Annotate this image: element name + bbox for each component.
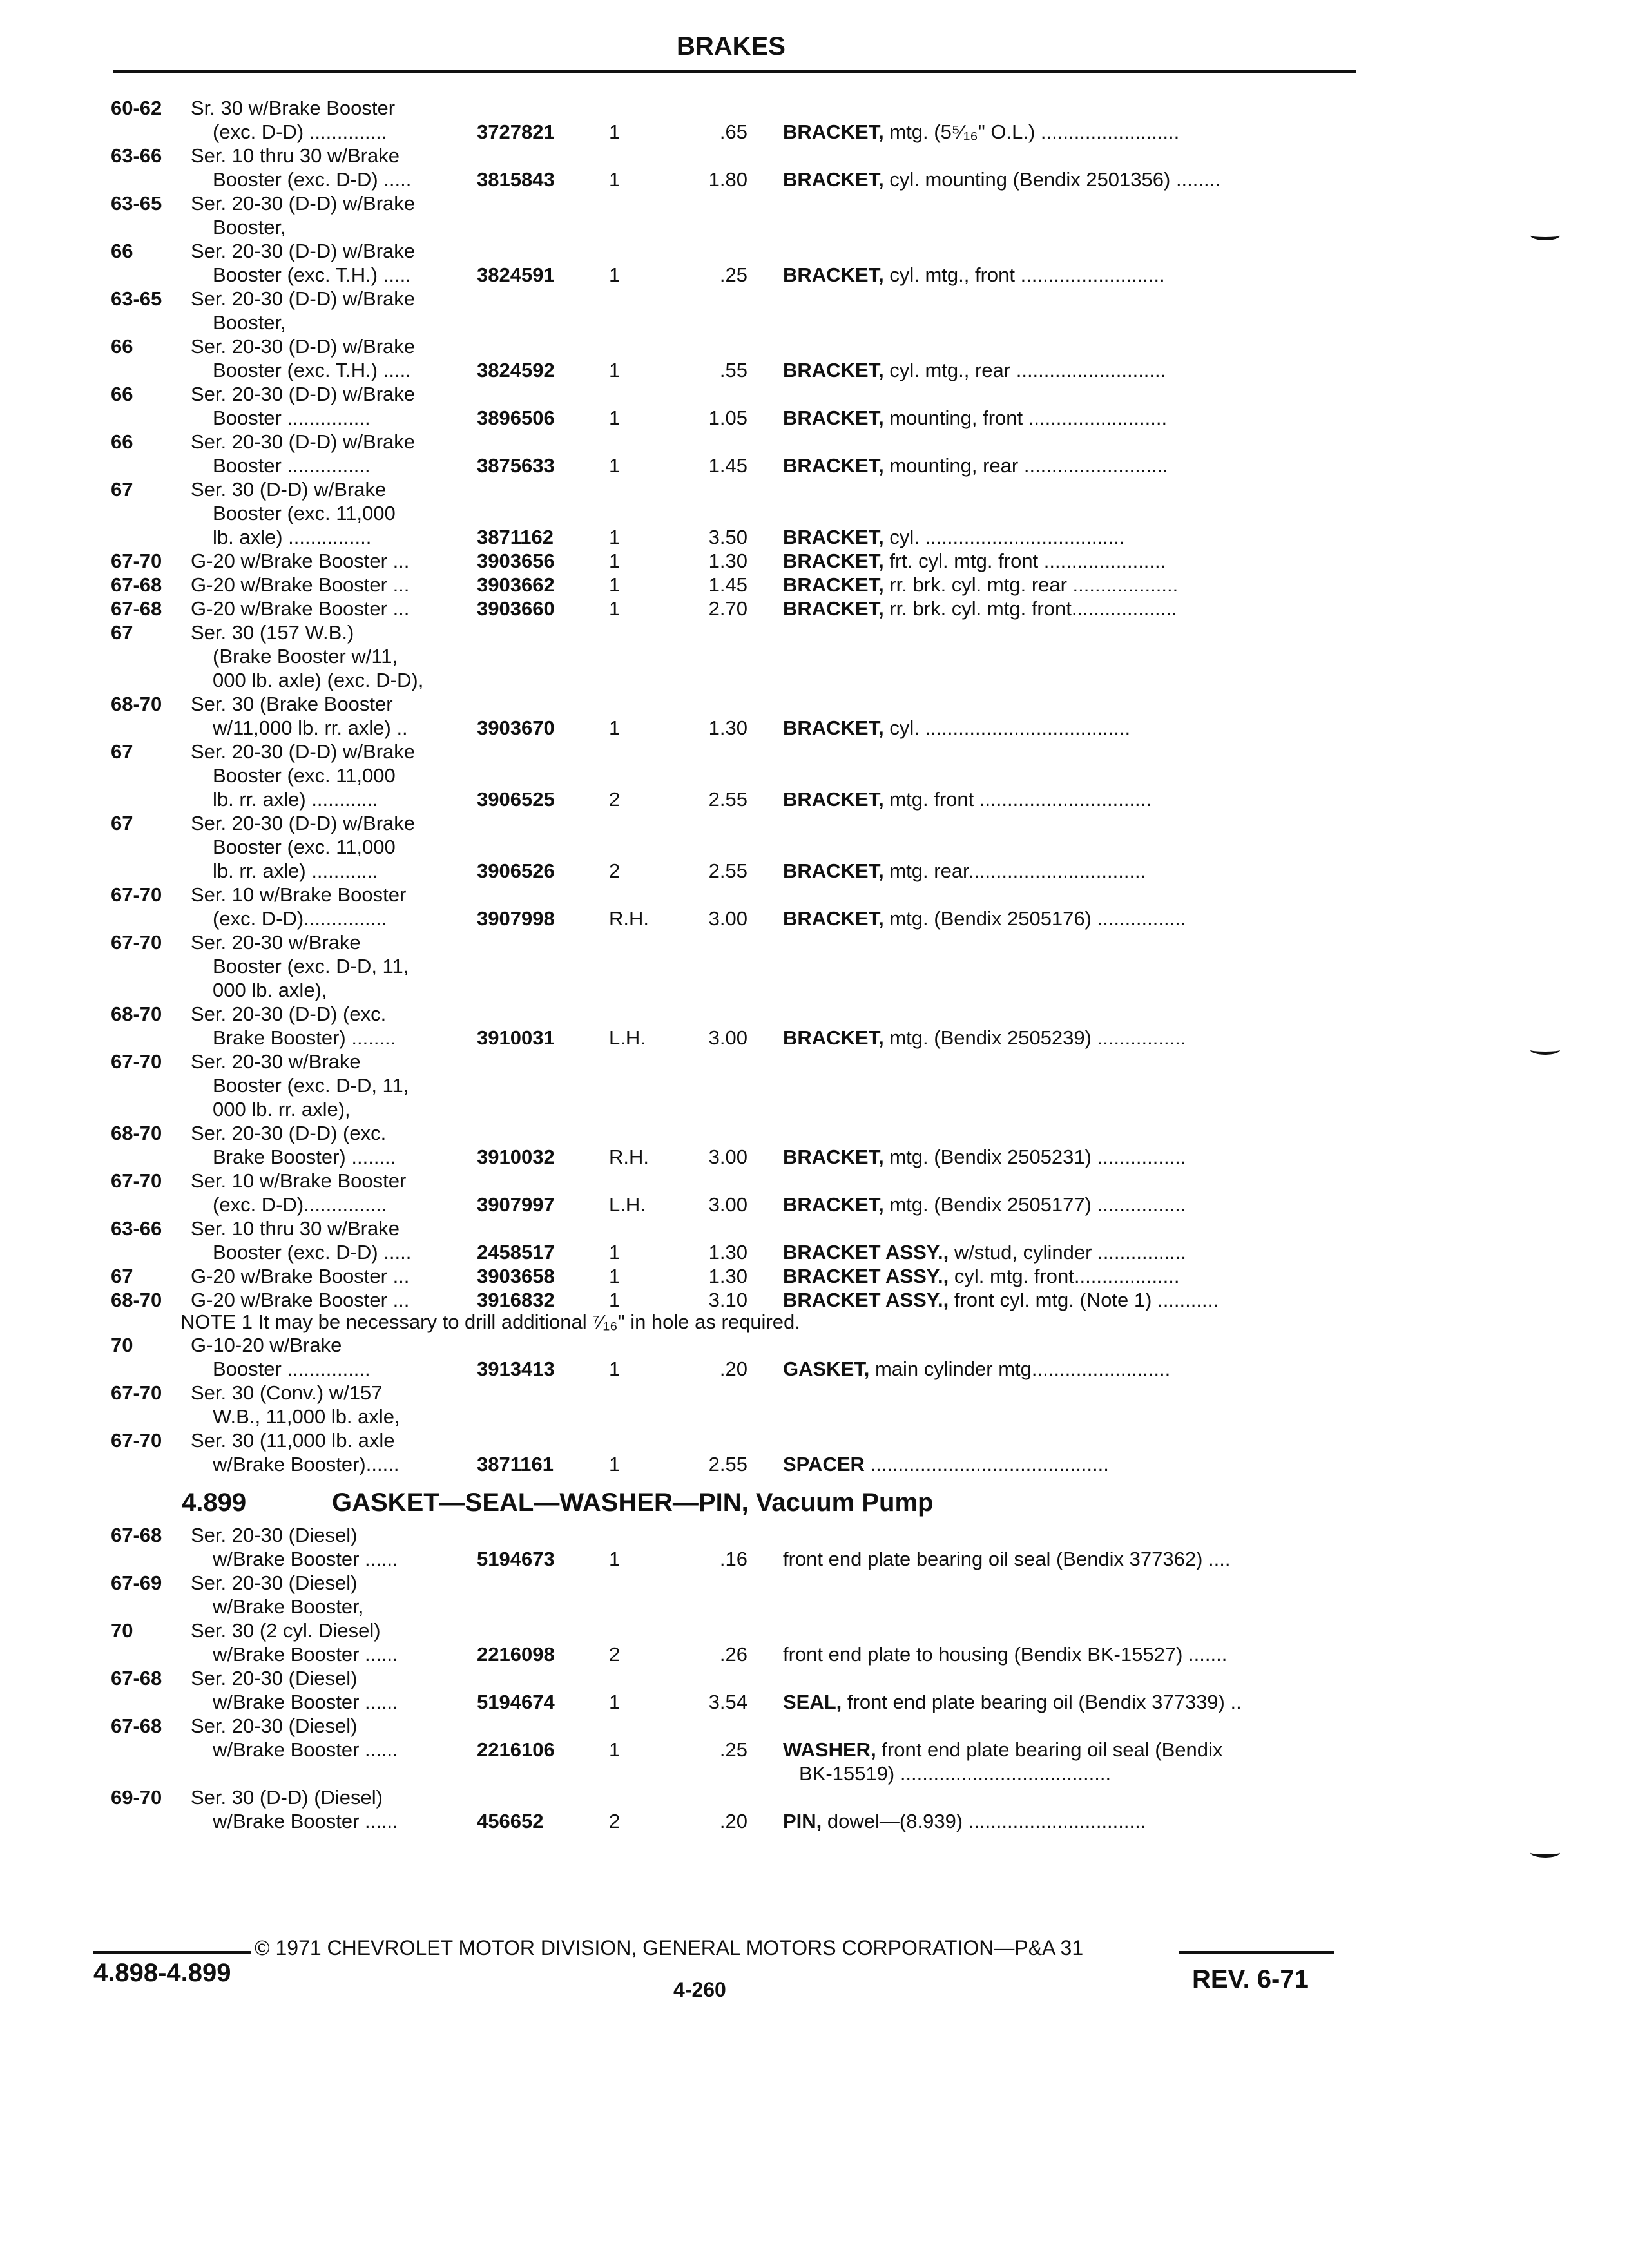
- application-text: Booster (exc. D-D, 11,: [213, 1074, 409, 1097]
- part-number: 3903670: [477, 716, 555, 739]
- part-number: 3871161: [477, 1453, 554, 1475]
- application-text: Ser. 20-30 (D-D) w/Brake: [191, 812, 415, 834]
- quantity: 1: [609, 359, 621, 381]
- part-detail: rr. brk. cyl. mtg. rear ...................: [883, 573, 1179, 596]
- part-number: 5194673: [477, 1548, 555, 1570]
- model-year: 67-68: [111, 1715, 162, 1737]
- price: 2.55: [708, 1453, 747, 1475]
- part-description: [783, 526, 1356, 549]
- part-name: WASHER,: [783, 1738, 876, 1761]
- part-name: BRACKET,: [783, 788, 884, 811]
- model-year: 60-62: [111, 97, 162, 119]
- part-detail: mtg. (Bendix 2505177) ................: [883, 1193, 1186, 1216]
- application-text: Booster (exc. 11,000: [213, 764, 396, 787]
- application-text: w/Brake Booster ......: [213, 1691, 398, 1713]
- quantity: 2: [609, 788, 621, 811]
- application-text: Ser. 20-30 (D-D) w/Brake: [191, 430, 415, 453]
- footer-page-number: 4-260: [673, 1978, 726, 2001]
- model-year: 68-70: [111, 1122, 162, 1144]
- price: 3.00: [708, 907, 747, 930]
- price: 1.30: [708, 716, 747, 739]
- part-detail: mtg. rear................................: [883, 860, 1146, 882]
- quantity: 1: [609, 407, 621, 429]
- part-description: [783, 454, 1356, 477]
- part-name: PIN,: [783, 1810, 822, 1832]
- part-name: BRACKET,: [783, 359, 884, 381]
- part-description: [783, 788, 1356, 811]
- part-name: BRACKET,: [783, 264, 884, 286]
- part-name: BRACKET,: [783, 550, 884, 572]
- part-number: 3907997: [477, 1193, 555, 1216]
- application-text: 000 lb. axle),: [213, 979, 327, 1001]
- application-text: lb. rr. axle) ............: [213, 788, 378, 811]
- part-number: 3906525: [477, 788, 555, 811]
- header-rule: [113, 70, 1356, 73]
- application-text: Booster (exc. 11,000: [213, 502, 396, 524]
- part-description: [783, 264, 1356, 287]
- quantity: 1: [609, 168, 621, 191]
- part-description: [783, 1265, 1356, 1288]
- model-year: 67-70: [111, 1169, 162, 1192]
- quantity: 1: [609, 1289, 621, 1311]
- part-name: BRACKET,: [783, 407, 884, 429]
- part-description: [783, 407, 1356, 430]
- price: 3.00: [708, 1193, 747, 1216]
- application-text: Ser. 20-30 (Diesel): [191, 1524, 358, 1546]
- part-name: BRACKET,: [783, 120, 884, 143]
- part-description: [783, 573, 1356, 597]
- part-description: [783, 1146, 1356, 1169]
- price: 3.54: [708, 1691, 747, 1713]
- model-year: 67-70: [111, 1429, 162, 1452]
- part-detail: cyl. .....................................: [883, 716, 1131, 739]
- application-text: w/Brake Booster ......: [213, 1738, 398, 1761]
- application-text: Booster,: [213, 216, 286, 238]
- part-number: 3903660: [477, 597, 555, 620]
- part-number: 3906526: [477, 860, 555, 882]
- application-text: Ser. 10 w/Brake Booster: [191, 1169, 407, 1192]
- margin-mark: [1530, 1045, 1560, 1055]
- application-text: Brake Booster) ........: [213, 1146, 396, 1168]
- part-name: BRACKET,: [783, 526, 884, 548]
- application-text: G-20 w/Brake Booster ...: [191, 597, 410, 620]
- model-year: 67: [111, 478, 133, 501]
- quantity: 1: [609, 1548, 621, 1570]
- part-description: [783, 1289, 1356, 1312]
- application-text: w/Brake Booster,: [213, 1595, 364, 1618]
- part-detail: mounting, rear ..........................: [883, 454, 1168, 477]
- part-description: [783, 907, 1356, 930]
- model-year: 70: [111, 1619, 133, 1642]
- part-name: BRACKET,: [783, 1026, 884, 1049]
- part-detail: cyl. ....................................: [883, 526, 1125, 548]
- part-description: [783, 1810, 1356, 1833]
- part-name: SEAL,: [783, 1691, 842, 1713]
- application-text: w/Brake Booster ......: [213, 1643, 398, 1666]
- application-text: G-10-20 w/Brake: [191, 1334, 342, 1356]
- application-text: Ser. 20-30 (D-D) (exc.: [191, 1122, 387, 1144]
- footer-copyright: © 1971 CHEVROLET MOTOR DIVISION, GENERAL MOTORS CORPORATION—P&A 31: [255, 1936, 1084, 1959]
- part-description: [783, 1643, 1356, 1666]
- quantity: 1: [609, 1265, 621, 1287]
- section-number: 4.899: [182, 1488, 247, 1517]
- quantity: L.H.: [609, 1193, 646, 1216]
- model-year: 67-68: [111, 1667, 162, 1689]
- part-detail: mtg. (Bendix 2505176) ................: [883, 907, 1186, 930]
- model-year: 70: [111, 1334, 133, 1356]
- part-detail: mtg. (5⁵⁄₁₆" O.L.) .........................: [883, 120, 1180, 143]
- application-text: 000 lb. axle) (exc. D-D),: [213, 669, 424, 691]
- part-detail: front end plate to housing (Bendix BK-15527) .......: [783, 1643, 1228, 1666]
- quantity: 1: [609, 1453, 621, 1475]
- part-detail: mtg. (Bendix 2505239) ................: [883, 1026, 1186, 1049]
- part-number: 3824591: [477, 264, 555, 286]
- part-detail: mtg. front ...............................: [883, 788, 1152, 811]
- application-text: Sr. 30 w/Brake Booster: [191, 97, 396, 119]
- model-year: 67-68: [111, 573, 162, 596]
- price: 3.10: [708, 1289, 747, 1311]
- application-text: Booster (exc. D-D) .....: [213, 1241, 412, 1264]
- application-text: Booster (exc. D-D) .....: [213, 168, 412, 191]
- application-text: Ser. 20-30 (D-D) w/Brake: [191, 287, 415, 310]
- part-name: BRACKET,: [783, 597, 884, 620]
- part-name: BRACKET,: [783, 716, 884, 739]
- page-title: BRAKES: [677, 32, 786, 61]
- application-text: w/11,000 lb. rr. axle) ..: [213, 716, 408, 739]
- part-number: 3727821: [477, 120, 555, 143]
- quantity: 1: [609, 550, 621, 572]
- application-text: Ser. 30 (157 W.B.): [191, 621, 354, 644]
- quantity: 1: [609, 597, 621, 620]
- part-number: 2458517: [477, 1241, 555, 1264]
- note-1: NOTE 1 It may be necessary to drill additional ⁷⁄₁₆" in hole as required.: [180, 1311, 800, 1333]
- part-detail: front cyl. mtg. (Note 1) ...........: [949, 1289, 1219, 1311]
- price: .55: [719, 359, 747, 381]
- quantity: 1: [609, 120, 621, 143]
- quantity: 1: [609, 1738, 621, 1761]
- quantity: 1: [609, 1691, 621, 1713]
- application-text: w/Brake Booster ......: [213, 1810, 398, 1832]
- application-text: G-20 w/Brake Booster ...: [191, 550, 410, 572]
- model-year: 66: [111, 430, 133, 453]
- part-number: 3903662: [477, 573, 555, 596]
- part-number: 3913413: [477, 1358, 555, 1380]
- application-text: (exc. D-D) ..............: [213, 120, 387, 143]
- application-text: Ser. 30 (2 cyl. Diesel): [191, 1619, 381, 1642]
- price: 1.30: [708, 1265, 747, 1287]
- application-text: lb. axle) ...............: [213, 526, 372, 548]
- price: 2.70: [708, 597, 747, 620]
- part-detail: ...........................................: [864, 1453, 1109, 1475]
- model-year: 67-70: [111, 1381, 162, 1404]
- part-number: 3910032: [477, 1146, 555, 1168]
- application-text: Booster,: [213, 311, 286, 334]
- model-year: 67-70: [111, 883, 162, 906]
- application-text: Booster ...............: [213, 1358, 371, 1380]
- part-name: GASKET,: [783, 1358, 870, 1380]
- application-text: Ser. 30 (D-D) w/Brake: [191, 478, 387, 501]
- application-text: Ser. 30 (D-D) (Diesel): [191, 1786, 383, 1809]
- part-number: 3907998: [477, 907, 555, 930]
- part-description: [783, 1241, 1356, 1264]
- model-year: 66: [111, 383, 133, 405]
- quantity: 1: [609, 264, 621, 286]
- model-year: 63-65: [111, 287, 162, 310]
- application-text: Ser. 10 thru 30 w/Brake: [191, 1217, 400, 1240]
- model-year: 67-70: [111, 1050, 162, 1073]
- part-name: BRACKET,: [783, 1193, 884, 1216]
- application-text: Ser. 20-30 (D-D) w/Brake: [191, 335, 415, 358]
- price: 2.55: [708, 860, 747, 882]
- part-description: [783, 359, 1356, 382]
- model-year: 66: [111, 335, 133, 358]
- part-name: BRACKET,: [783, 1146, 884, 1168]
- model-year: 67-68: [111, 1524, 162, 1546]
- part-number: 456652: [477, 1810, 544, 1832]
- application-text: w/Brake Booster ......: [213, 1548, 398, 1570]
- part-detail: dowel—(8.939) ................................: [822, 1810, 1146, 1832]
- application-text: Ser. 30 (Brake Booster: [191, 693, 393, 715]
- application-text: Ser. 20-30 (D-D) (exc.: [191, 1003, 387, 1025]
- part-detail: cyl. mtg., rear ...........................: [883, 359, 1166, 381]
- part-detail: frt. cyl. mtg. front ......................: [883, 550, 1166, 572]
- model-year: 67: [111, 740, 133, 763]
- part-number: 5194674: [477, 1691, 555, 1713]
- quantity: 1: [609, 573, 621, 596]
- part-number: 3903656: [477, 550, 555, 572]
- section-title: GASKET—SEAL—WASHER—PIN, Vacuum Pump: [332, 1488, 934, 1517]
- model-year: 63-66: [111, 1217, 162, 1240]
- application-text: lb. rr. axle) ............: [213, 860, 378, 882]
- model-year: 68-70: [111, 1289, 162, 1311]
- part-description: [783, 1026, 1356, 1050]
- price: .20: [719, 1358, 747, 1380]
- application-text: Booster (exc. D-D, 11,: [213, 955, 409, 977]
- quantity: 2: [609, 860, 621, 882]
- application-text: Booster (exc. T.H.) .....: [213, 359, 411, 381]
- application-text: (exc. D-D)...............: [213, 1193, 387, 1216]
- part-description: [783, 168, 1356, 191]
- part-number: 2216098: [477, 1643, 555, 1666]
- part-number: 3910031: [477, 1026, 555, 1049]
- part-detail: BK-15519) ......................................: [799, 1762, 1112, 1785]
- model-year: 68-70: [111, 693, 162, 715]
- part-detail: mounting, front .........................: [883, 407, 1168, 429]
- part-number: 3875633: [477, 454, 555, 477]
- application-text: Ser. 30 (Conv.) w/157: [191, 1381, 383, 1404]
- part-description: [783, 1548, 1356, 1571]
- part-detail: main cylinder mtg.........................: [869, 1358, 1171, 1380]
- price: 2.55: [708, 788, 747, 811]
- application-text: (exc. D-D)...............: [213, 907, 387, 930]
- margin-mark: [1530, 231, 1560, 240]
- part-description: [783, 597, 1356, 620]
- part-number: 3871162: [477, 526, 554, 548]
- price: .25: [719, 264, 747, 286]
- part-detail: cyl. mtg., front ..........................: [883, 264, 1165, 286]
- application-text: Ser. 10 thru 30 w/Brake: [191, 144, 400, 167]
- model-year: 67: [111, 812, 133, 834]
- application-text: Ser. 20-30 (D-D) w/Brake: [191, 192, 415, 215]
- part-description: [783, 1193, 1356, 1216]
- footer-rule-right: [1179, 1951, 1334, 1954]
- application-text: Ser. 20-30 (Diesel): [191, 1571, 358, 1594]
- price: .25: [719, 1738, 747, 1761]
- price: .16: [719, 1548, 747, 1570]
- part-detail: cyl. mtg. front...................: [949, 1265, 1180, 1287]
- application-text: Ser. 20-30 (Diesel): [191, 1667, 358, 1689]
- application-text: Ser. 20-30 (D-D) w/Brake: [191, 740, 415, 763]
- application-text: Ser. 20-30 w/Brake: [191, 1050, 361, 1073]
- price: .26: [719, 1643, 747, 1666]
- part-name: SPACER: [783, 1453, 865, 1475]
- price: 1.30: [708, 550, 747, 572]
- part-detail: cyl. mounting (Bendix 2501356) ........: [883, 168, 1220, 191]
- price: 3.00: [708, 1026, 747, 1049]
- part-number: 3815843: [477, 168, 555, 191]
- margin-mark: [1530, 1848, 1560, 1858]
- model-year: 67-68: [111, 597, 162, 620]
- application-text: Ser. 20-30 (Diesel): [191, 1715, 358, 1737]
- part-description: [783, 716, 1356, 740]
- part-detail: w/stud, cylinder ................: [949, 1241, 1186, 1264]
- part-number: 2216106: [477, 1738, 555, 1761]
- price: 1.05: [708, 407, 747, 429]
- application-text: W.B., 11,000 lb. axle,: [213, 1405, 400, 1428]
- quantity: 2: [609, 1643, 621, 1666]
- part-description: [783, 120, 1356, 144]
- model-year: 66: [111, 240, 133, 262]
- application-text: Booster (exc. 11,000: [213, 836, 396, 858]
- application-text: G-20 w/Brake Booster ...: [191, 573, 410, 596]
- footer-rule-left: [93, 1951, 251, 1954]
- application-text: Ser. 10 w/Brake Booster: [191, 883, 407, 906]
- model-year: 67: [111, 621, 133, 644]
- part-name: BRACKET ASSY.,: [783, 1289, 949, 1311]
- model-year: 68-70: [111, 1003, 162, 1025]
- quantity: 1: [609, 1241, 621, 1264]
- quantity: 1: [609, 716, 621, 739]
- application-text: Booster (exc. T.H.) .....: [213, 264, 411, 286]
- quantity: 1: [609, 454, 621, 477]
- price: 3.50: [708, 526, 747, 548]
- model-year: 67-70: [111, 550, 162, 572]
- part-name: BRACKET ASSY.,: [783, 1265, 949, 1287]
- application-text: Booster ...............: [213, 407, 371, 429]
- price: 1.45: [708, 454, 747, 477]
- part-detail: front end plate bearing oil seal (Bendix: [876, 1738, 1223, 1761]
- part-name: BRACKET,: [783, 860, 884, 882]
- price: .65: [719, 120, 747, 143]
- price: 3.00: [708, 1146, 747, 1168]
- part-number: 3896506: [477, 407, 555, 429]
- quantity: L.H.: [609, 1026, 646, 1049]
- application-text: Ser. 20-30 w/Brake: [191, 931, 361, 954]
- application-text: Ser. 20-30 (D-D) w/Brake: [191, 383, 415, 405]
- price: 1.30: [708, 1241, 747, 1264]
- quantity: 1: [609, 526, 621, 548]
- application-text: Ser. 30 (11,000 lb. axle: [191, 1429, 395, 1452]
- model-year: 67: [111, 1265, 133, 1287]
- part-number: 3916832: [477, 1289, 555, 1311]
- quantity: 1: [609, 1358, 621, 1380]
- price: 1.80: [708, 168, 747, 191]
- part-name: BRACKET,: [783, 454, 884, 477]
- model-year: 69-70: [111, 1786, 162, 1809]
- part-name: BRACKET,: [783, 907, 884, 930]
- price: 1.45: [708, 573, 747, 596]
- part-detail: rr. brk. cyl. mtg. front...................: [883, 597, 1177, 620]
- application-text: G-20 w/Brake Booster ...: [191, 1265, 410, 1287]
- application-text: (Brake Booster w/11,: [213, 645, 398, 668]
- quantity: R.H.: [609, 1146, 649, 1168]
- part-name: BRACKET ASSY.,: [783, 1241, 949, 1264]
- part-detail: mtg. (Bendix 2505231) ................: [883, 1146, 1186, 1168]
- part-name: BRACKET,: [783, 168, 884, 191]
- footer-section-range: 4.898-4.899: [93, 1959, 231, 1987]
- part-number: 3824592: [477, 359, 555, 381]
- part-number: 3903658: [477, 1265, 555, 1287]
- application-text: Booster ...............: [213, 454, 371, 477]
- quantity: R.H.: [609, 907, 649, 930]
- part-detail: front end plate bearing oil seal (Bendix 377362) ....: [783, 1548, 1231, 1570]
- quantity: 2: [609, 1810, 621, 1832]
- application-text: w/Brake Booster)......: [213, 1453, 400, 1475]
- model-year: 67-69: [111, 1571, 162, 1594]
- application-text: Brake Booster) ........: [213, 1026, 396, 1049]
- application-text: G-20 w/Brake Booster ...: [191, 1289, 410, 1311]
- part-name: BRACKET,: [783, 573, 884, 596]
- price: .20: [719, 1810, 747, 1832]
- application-text: 000 lb. rr. axle),: [213, 1098, 351, 1120]
- part-description: [783, 1358, 1356, 1381]
- part-description: [783, 550, 1356, 573]
- part-description: [783, 860, 1356, 883]
- model-year: 67-70: [111, 931, 162, 954]
- part-detail: front end plate bearing oil (Bendix 377339) ..: [842, 1691, 1242, 1713]
- part-description: [783, 1738, 1356, 1762]
- part-description: [783, 1453, 1356, 1476]
- application-text: Ser. 20-30 (D-D) w/Brake: [191, 240, 415, 262]
- part-description: [783, 1691, 1356, 1714]
- footer-revision: REV. 6-71: [1192, 1965, 1309, 1994]
- model-year: 63-65: [111, 192, 162, 215]
- model-year: 63-66: [111, 144, 162, 167]
